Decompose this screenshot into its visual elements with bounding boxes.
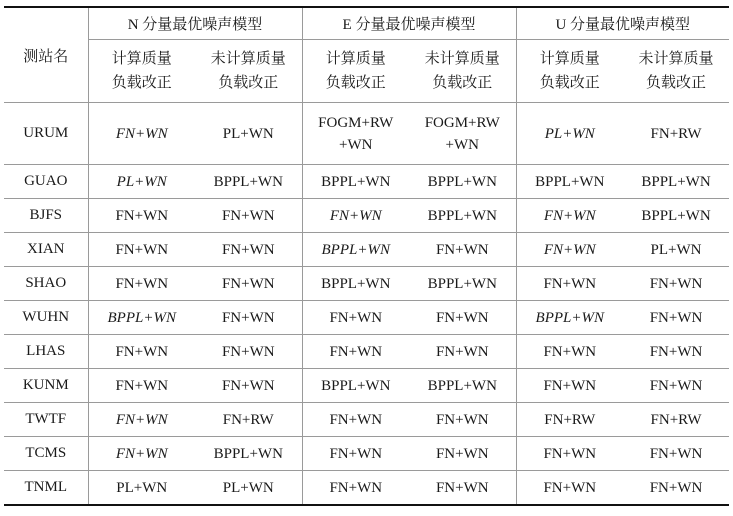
table-cell: BPPL+WN	[195, 165, 302, 199]
table-cell: FN+WN	[195, 301, 302, 335]
table-cell: FN+WN	[409, 403, 516, 437]
table-cell: FN+WN	[88, 403, 195, 437]
group-header-e: E 分量最优噪声模型	[302, 7, 516, 40]
table-cell: BPPL+WN	[409, 199, 516, 233]
header-row-sub	[4, 40, 729, 103]
table-cell: PL+WN	[516, 103, 623, 165]
table-cell: FN+WN	[88, 199, 195, 233]
table-cell: BPPL+WN	[302, 165, 409, 199]
table-cell: FN+WN	[409, 437, 516, 471]
station-header: 测站名	[4, 7, 88, 103]
table-cell: PL+WN	[88, 165, 195, 199]
table-cell: BPPL+WN	[623, 165, 729, 199]
table-cell: FN+WN	[409, 233, 516, 267]
table-cell: FN+WN	[88, 437, 195, 471]
table-cell: BPPL+WN	[623, 199, 729, 233]
table-cell: FN+RW	[195, 403, 302, 437]
table-cell: BPPL+WN	[516, 165, 623, 199]
table-cell: PL+WN	[623, 233, 729, 267]
station-name: LHAS	[4, 335, 88, 369]
table-row	[4, 471, 729, 506]
table-cell: BPPL+WN	[302, 267, 409, 301]
table-cell: FN+WN	[623, 301, 729, 335]
table-cell: FN+RW	[623, 103, 729, 165]
table-cell: FN+RW	[516, 403, 623, 437]
table-cell: FN+WN	[302, 199, 409, 233]
table-cell: FN+WN	[516, 233, 623, 267]
table-cell: FN+WN	[302, 471, 409, 506]
station-name: SHAO	[4, 267, 88, 301]
table-cell: FOGM+RW +WN	[409, 103, 516, 165]
table-cell: FN+WN	[195, 369, 302, 403]
table-cell: BPPL+WN	[516, 301, 623, 335]
subheader-uncorrected: 未计算质量 负载改正	[623, 40, 729, 103]
station-name: WUHN	[4, 301, 88, 335]
table-cell: BPPL+WN	[302, 233, 409, 267]
table-cell: PL+WN	[195, 103, 302, 165]
table-cell: FN+WN	[623, 471, 729, 506]
table-row	[4, 267, 729, 301]
table-cell: FOGM+RW +WN	[302, 103, 409, 165]
table-cell: FN+WN	[516, 369, 623, 403]
table-cell: FN+WN	[302, 335, 409, 369]
group-header-u: U 分量最优噪声模型	[516, 7, 729, 40]
station-name: BJFS	[4, 199, 88, 233]
table-row	[4, 301, 729, 335]
table-cell: BPPL+WN	[195, 437, 302, 471]
table-cell: FN+WN	[516, 471, 623, 506]
table-cell: FN+WN	[302, 403, 409, 437]
table-cell: FN+WN	[195, 233, 302, 267]
table-cell: FN+RW	[623, 403, 729, 437]
subheader-uncorrected: 未计算质量 负载改正	[195, 40, 302, 103]
table-cell: BPPL+WN	[409, 165, 516, 199]
table-cell: FN+WN	[409, 335, 516, 369]
station-name: GUAO	[4, 165, 88, 199]
table-cell: FN+WN	[516, 437, 623, 471]
table-cell: FN+WN	[302, 301, 409, 335]
noise-model-table	[4, 6, 729, 506]
subheader-corrected: 计算质量 负载改正	[516, 40, 623, 103]
station-name: TNML	[4, 471, 88, 506]
table-cell: FN+WN	[623, 335, 729, 369]
station-name: URUM	[4, 103, 88, 165]
table-cell: FN+WN	[516, 267, 623, 301]
table-cell: FN+WN	[88, 369, 195, 403]
table-cell: FN+WN	[623, 369, 729, 403]
table-cell: FN+WN	[195, 267, 302, 301]
table-row	[4, 233, 729, 267]
table-cell: FN+WN	[88, 267, 195, 301]
station-name: XIAN	[4, 233, 88, 267]
table-cell: FN+WN	[623, 437, 729, 471]
station-name: KUNM	[4, 369, 88, 403]
table-cell: FN+WN	[195, 335, 302, 369]
table-cell: PL+WN	[195, 471, 302, 506]
subheader-corrected: 计算质量 负载改正	[302, 40, 409, 103]
table-row	[4, 335, 729, 369]
subheader-corrected: 计算质量 负载改正	[88, 40, 195, 103]
table-row	[4, 199, 729, 233]
table-cell: FN+WN	[88, 335, 195, 369]
table-cell: FN+WN	[409, 471, 516, 506]
table-cell: BPPL+WN	[302, 369, 409, 403]
table-cell: FN+WN	[88, 103, 195, 165]
table-cell: FN+WN	[409, 301, 516, 335]
table-row	[4, 369, 729, 403]
station-name: TCMS	[4, 437, 88, 471]
table-cell: FN+WN	[302, 437, 409, 471]
table-cell: BPPL+WN	[409, 369, 516, 403]
group-header-n: N 分量最优噪声模型	[88, 7, 302, 40]
table-cell: FN+WN	[516, 335, 623, 369]
table-row	[4, 437, 729, 471]
table-cell: BPPL+WN	[88, 301, 195, 335]
table-cell: FN+WN	[195, 199, 302, 233]
table-cell: FN+WN	[623, 267, 729, 301]
table-cell: FN+WN	[88, 233, 195, 267]
table-cell: FN+WN	[516, 199, 623, 233]
table-row	[4, 165, 729, 199]
subheader-uncorrected: 未计算质量 负载改正	[409, 40, 516, 103]
header-row-groups	[4, 7, 729, 40]
table-cell: BPPL+WN	[409, 267, 516, 301]
table-cell: PL+WN	[88, 471, 195, 506]
station-name: TWTF	[4, 403, 88, 437]
table-row	[4, 103, 729, 165]
table-row	[4, 403, 729, 437]
